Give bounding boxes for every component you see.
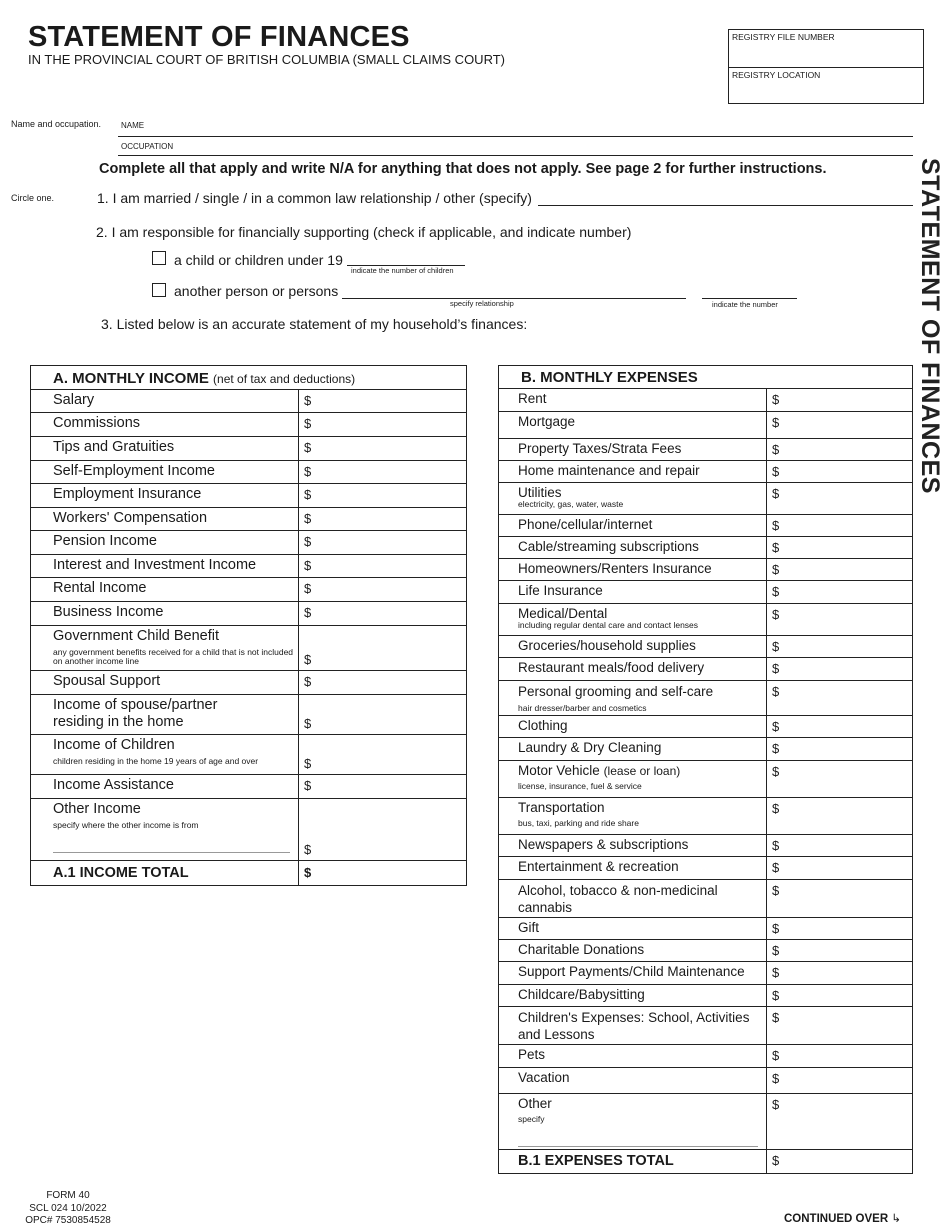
expense-hint: bus, taxi, parking and ride share — [518, 818, 639, 828]
expense-amount-field[interactable]: $ — [767, 412, 913, 439]
expense-label — [499, 412, 767, 439]
expense-label — [499, 389, 767, 412]
expenses-total-label: B.1 EXPENSES TOTAL — [499, 1150, 767, 1174]
expense-row — [499, 559, 913, 581]
expense-label-text: Vacation — [518, 1070, 570, 1085]
income-label-text: Interest and Investment Income — [53, 557, 257, 573]
income-label-text: Government Child Benefit — [53, 628, 220, 644]
income-amount-field[interactable]: $ — [299, 626, 467, 671]
expense-label-note: (lease or loan) — [603, 764, 681, 778]
expense-row — [499, 461, 913, 483]
income-heading: A. MONTHLY INCOME (net of tax and deductions) — [31, 366, 467, 390]
income-label — [31, 390, 299, 413]
expense-label — [499, 1045, 767, 1068]
expense-label — [499, 483, 767, 515]
children-number-hint: indicate the number of children — [351, 266, 454, 275]
income-row — [31, 735, 467, 775]
income-label-text: Income of Children — [53, 737, 175, 753]
expense-label — [499, 962, 767, 985]
expense-label-text: Childcare/Babysitting — [518, 987, 645, 1002]
question-1: 1. I am married / single / in a common law relationship / other (specify) — [97, 190, 532, 206]
expense-row — [499, 761, 913, 798]
expense-amount-field[interactable]: $ — [767, 880, 913, 918]
expense-amount-field[interactable]: $ — [767, 1094, 913, 1150]
expense-label — [499, 604, 767, 636]
arrow-icon: ↳ — [891, 1213, 901, 1225]
expense-amount-field[interactable]: $ — [767, 483, 913, 515]
expense-label-text: Other — [518, 1096, 552, 1111]
expense-label-text: Life Insurance — [518, 583, 603, 598]
income-label-text: Tips and Gratuities — [53, 439, 175, 455]
expense-label-text: Entertainment & recreation — [518, 859, 679, 874]
expense-label — [499, 716, 767, 738]
expense-row — [499, 798, 913, 835]
expense-row — [499, 716, 913, 738]
income-row — [31, 799, 467, 861]
expense-amount-field[interactable]: $ — [767, 636, 913, 658]
expense-label-text: Homeowners/Renters Insurance — [518, 561, 712, 576]
income-row — [31, 437, 467, 461]
expense-label-text: Rent — [518, 391, 547, 406]
income-total-label: A.1 INCOME TOTAL — [31, 861, 299, 886]
expense-row — [499, 681, 913, 716]
expense-amount-field[interactable]: $ — [767, 985, 913, 1007]
expense-label-text: Medical/Dental — [518, 606, 608, 621]
monthly-income-table — [30, 365, 467, 886]
income-amount-field[interactable]: $ — [299, 461, 467, 484]
expense-amount-field[interactable]: $ — [767, 1045, 913, 1068]
registry-file-number-label: REGISTRY FILE NUMBER — [732, 32, 835, 42]
expense-label-text: Charitable Donations — [518, 942, 645, 957]
expense-row — [499, 604, 913, 636]
other-person-number-field[interactable] — [702, 298, 797, 299]
expense-label — [499, 738, 767, 761]
expense-hint: hair dresser/barber and cosmetics — [518, 703, 647, 713]
expense-amount-field[interactable]: $ — [767, 559, 913, 581]
expense-amount-field[interactable]: $ — [767, 537, 913, 559]
expense-label — [499, 681, 767, 716]
question-3: 3. Listed below is an accurate statement of my household’s finances: — [101, 316, 528, 332]
expense-row — [499, 537, 913, 559]
expense-amount-field[interactable]: $ — [767, 581, 913, 604]
registry-location-label: REGISTRY LOCATION — [732, 70, 821, 80]
expense-row — [499, 1068, 913, 1094]
income-label-text: Workers' Compensation — [53, 510, 208, 526]
expense-row — [499, 483, 913, 515]
income-label — [31, 578, 299, 602]
expense-label — [499, 798, 767, 835]
expense-hint: specify — [518, 1114, 545, 1124]
expense-label-text: Property Taxes/Strata Fees — [518, 441, 682, 456]
income-label — [31, 799, 299, 861]
expense-label — [499, 537, 767, 559]
income-label — [31, 531, 299, 555]
expense-label-text: Motor Vehicle — [518, 763, 600, 778]
expense-hint: including regular dental care and contact lenses — [518, 620, 699, 630]
income-label — [31, 461, 299, 484]
expense-amount-field[interactable]: $ — [767, 835, 913, 857]
expenses-total-amount[interactable]: $ — [767, 1150, 913, 1174]
income-total-amount[interactable]: $ — [299, 861, 467, 886]
income-amount-field[interactable]: $ — [299, 508, 467, 531]
expense-amount-field[interactable]: $ — [767, 461, 913, 483]
expense-row — [499, 835, 913, 857]
expense-label — [499, 461, 767, 483]
expense-label — [499, 581, 767, 604]
income-row — [31, 390, 467, 413]
expense-label — [499, 918, 767, 940]
form-footer — [18, 1190, 118, 1228]
income-amount-field[interactable]: $ — [299, 413, 467, 437]
expense-label-text: Clothing — [518, 718, 568, 733]
expense-row — [499, 636, 913, 658]
expenses-heading: B. MONTHLY EXPENSES — [499, 366, 913, 389]
expense-label — [499, 1068, 767, 1094]
expense-label-text: Home maintenance and repair — [518, 463, 700, 478]
opc-number: OPC# 7530854528 — [25, 1215, 111, 1226]
income-amount-field[interactable]: $ — [299, 695, 467, 735]
expense-amount-field[interactable]: $ — [767, 962, 913, 985]
income-label — [31, 508, 299, 531]
registry-location-field[interactable] — [729, 67, 923, 104]
expense-hint: license, insurance, fuel & service — [518, 781, 642, 791]
expense-label-text: Laundry & Dry Cleaning — [518, 740, 662, 755]
expense-amount-field[interactable]: $ — [767, 1068, 913, 1094]
expense-hint: electricity, gas, water, waste — [518, 499, 624, 509]
other-person-checkbox[interactable] — [152, 283, 166, 297]
expense-label-text: Gift — [518, 920, 540, 935]
income-label — [31, 484, 299, 508]
income-row — [31, 671, 467, 695]
other-person-option-label: another person or persons — [174, 283, 339, 299]
income-row — [31, 626, 467, 671]
income-row — [31, 695, 467, 735]
children-checkbox[interactable] — [152, 251, 166, 265]
income-label-text: Spousal Support — [53, 673, 161, 689]
expense-row — [499, 1007, 913, 1045]
income-amount-field[interactable]: $ — [299, 390, 467, 413]
income-label — [31, 602, 299, 626]
expense-row — [499, 658, 913, 681]
expense-row — [499, 880, 913, 918]
expense-amount-field[interactable]: $ — [767, 1007, 913, 1045]
expense-label — [499, 636, 767, 658]
registry-file-number-field[interactable] — [729, 30, 923, 66]
relationship-field[interactable] — [342, 298, 686, 299]
instructions: Complete all that apply and write N/A for anything that does not apply. See page 2 for further instructions. — [99, 161, 827, 177]
income-label-text: Employment Insurance — [53, 486, 202, 502]
income-row — [31, 413, 467, 437]
expense-label-text: Newspapers & subscriptions — [518, 837, 689, 852]
income-amount-field[interactable]: $ — [299, 775, 467, 799]
expense-label — [499, 857, 767, 880]
income-hint: any government benefits received for a child that is not included on another income line — [53, 647, 294, 666]
income-amount-field[interactable]: $ — [299, 578, 467, 602]
income-row — [31, 484, 467, 508]
income-label — [31, 735, 299, 775]
expense-row — [499, 962, 913, 985]
income-amount-field[interactable]: $ — [299, 602, 467, 626]
income-row — [31, 461, 467, 484]
income-row — [31, 555, 467, 578]
income-row — [31, 775, 467, 799]
income-label — [31, 555, 299, 578]
expense-label-text: Alcohol, tobacco & non-medicinal cannabis — [518, 883, 718, 915]
income-label-text: Rental Income — [53, 580, 147, 596]
name-label: NAME — [121, 121, 145, 130]
expense-label — [499, 985, 767, 1007]
expense-label — [499, 658, 767, 681]
income-row — [31, 578, 467, 602]
expense-label-text: Groceries/household supplies — [518, 638, 696, 653]
expense-amount-field[interactable]: $ — [767, 658, 913, 681]
expense-row — [499, 581, 913, 604]
expense-amount-field[interactable]: $ — [767, 439, 913, 461]
form-title: STATEMENT OF FINANCES — [28, 21, 410, 53]
expense-amount-field[interactable]: $ — [767, 761, 913, 798]
form-number: FORM 40 — [46, 1190, 90, 1201]
expense-row — [499, 412, 913, 439]
expense-label-text: Cable/streaming subscriptions — [518, 539, 699, 554]
occupation-label: OCCUPATION — [121, 142, 174, 151]
expense-amount-field[interactable]: $ — [767, 515, 913, 537]
question-2: 2. I am responsible for financially supporting (check if applicable, and indicate number) — [96, 224, 632, 240]
expense-amount-field[interactable]: $ — [767, 738, 913, 761]
expense-amount-field[interactable]: $ — [767, 389, 913, 412]
income-amount-field[interactable]: $ — [299, 437, 467, 461]
children-option-label: a child or children under 19 — [174, 252, 343, 268]
expense-label — [499, 1007, 767, 1045]
occupation-field[interactable] — [118, 155, 913, 156]
expense-amount-field[interactable]: $ — [767, 716, 913, 738]
expense-amount-field[interactable]: $ — [767, 940, 913, 962]
income-specify-line[interactable] — [53, 844, 290, 853]
expense-row — [499, 1045, 913, 1068]
expense-row — [499, 1094, 913, 1150]
expense-label — [499, 559, 767, 581]
court-subtitle: IN THE PROVINCIAL COURT OF BRITISH COLUMBIA (SMALL CLAIMS COURT) — [28, 52, 505, 67]
expense-label-text: Restaurant meals/food delivery — [518, 660, 705, 675]
form-code: SCL 024 10/2022 — [29, 1202, 107, 1214]
expense-label-text: Pets — [518, 1047, 546, 1062]
expense-label — [499, 439, 767, 461]
income-label — [31, 671, 299, 695]
expense-label-text: Children's Expenses: School, Activities and Lessons — [518, 1010, 750, 1042]
name-field[interactable] — [118, 136, 913, 137]
income-row — [31, 602, 467, 626]
expense-label — [499, 761, 767, 798]
expense-amount-field[interactable]: $ — [767, 604, 913, 636]
income-amount-field[interactable]: $ — [299, 671, 467, 695]
income-amount-field[interactable]: $ — [299, 555, 467, 578]
income-label — [31, 437, 299, 461]
income-label-text: Salary — [53, 392, 95, 408]
income-label — [31, 775, 299, 799]
expense-row — [499, 389, 913, 412]
income-amount-field[interactable]: $ — [299, 531, 467, 555]
income-label-text: Self-Employment Income — [53, 463, 215, 479]
income-amount-field[interactable]: $ — [299, 735, 467, 775]
expense-label — [499, 880, 767, 918]
expense-label-text: Mortgage — [518, 414, 576, 429]
expense-row — [499, 857, 913, 880]
continued-over: CONTINUED OVER ↳ — [784, 1213, 901, 1225]
expense-label — [499, 1094, 767, 1150]
expense-label-text: Phone/cellular/internet — [518, 517, 653, 532]
income-label-text: Business Income — [53, 604, 164, 620]
registry-box — [728, 29, 924, 104]
relationship-hint: specify relationship — [450, 299, 514, 308]
income-label-text: Other Income — [53, 801, 141, 817]
circle-one-note: Circle one. — [11, 193, 55, 203]
expense-amount-field[interactable]: $ — [767, 798, 913, 835]
income-label-text: Pension Income — [53, 533, 157, 549]
expense-label-text: Support Payments/Child Maintenance — [518, 964, 745, 979]
income-label-text: Income of spouse/partner residing in the home — [53, 697, 218, 730]
monthly-expenses-table — [498, 365, 913, 1174]
income-row — [31, 531, 467, 555]
income-label — [31, 626, 299, 671]
expense-row — [499, 918, 913, 940]
marital-specify-field[interactable] — [538, 205, 913, 206]
expense-amount-field[interactable]: $ — [767, 681, 913, 716]
income-row — [31, 508, 467, 531]
expense-label-text: Utilities — [518, 485, 562, 500]
expense-specify-line[interactable] — [518, 1138, 758, 1147]
income-label-text: Income Assistance — [53, 777, 174, 793]
expense-amount-field[interactable]: $ — [767, 918, 913, 940]
expense-row — [499, 515, 913, 537]
income-amount-field[interactable]: $ — [299, 799, 467, 861]
income-label-text: Commissions — [53, 415, 141, 431]
other-person-number-hint: indicate the number — [712, 300, 778, 309]
expense-label — [499, 515, 767, 537]
expense-label-text: Transportation — [518, 800, 605, 815]
expense-label — [499, 835, 767, 857]
expense-row — [499, 738, 913, 761]
expense-row — [499, 985, 913, 1007]
income-label — [31, 695, 299, 735]
income-hint: children residing in the home 19 years of age and over — [53, 756, 259, 766]
expense-label — [499, 940, 767, 962]
expense-row — [499, 940, 913, 962]
name-occupation-note: Name and occupation. — [11, 119, 102, 129]
income-hint: specify where the other income is from — [53, 820, 199, 830]
expense-label-text: Personal grooming and self-care — [518, 684, 714, 699]
expense-amount-field[interactable]: $ — [767, 857, 913, 880]
side-title: STATEMENT OF FINANCES — [916, 158, 944, 494]
expense-row — [499, 439, 913, 461]
income-label — [31, 413, 299, 437]
income-amount-field[interactable]: $ — [299, 484, 467, 508]
